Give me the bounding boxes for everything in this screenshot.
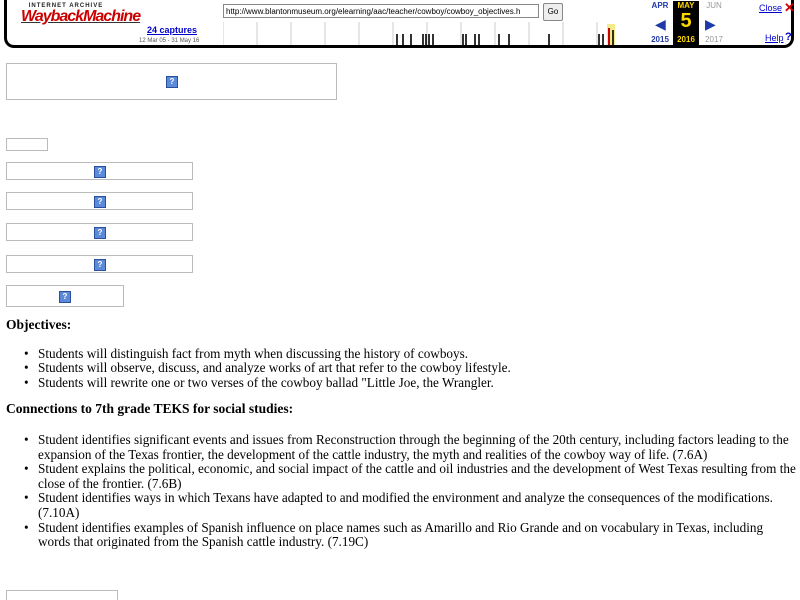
- broken-image-icon: ?: [94, 227, 106, 239]
- nav-image-placeholder-1[interactable]: [6, 162, 193, 180]
- nav-image-placeholder-5[interactable]: [6, 285, 124, 307]
- next-year-link[interactable]: 2017: [705, 35, 723, 44]
- nav-image-placeholder-2[interactable]: [6, 192, 193, 210]
- current-year: 2016: [677, 35, 695, 44]
- current-month: MAY: [673, 1, 699, 46]
- main-content: [6, 318, 796, 550]
- small-image-placeholder: [6, 138, 48, 151]
- list-item: • Student identifies significant events and issues from Reconstruction through the beginning of the 20th century, including factors leading to the expansion of the Texas frontier, the development of the cattle industry, the myth and realities of the cowboy way of life. (7.6A): [24, 433, 796, 462]
- broken-image-icon: ?: [94, 166, 106, 178]
- next-month-link[interactable]: JUN: [706, 1, 722, 10]
- list-item: • Students will observe, discuss, and analyze works of art that refer to the cowboy lifestyle.: [24, 361, 796, 376]
- list-item: • Student explains the political, economic, and social impact of the cattle and oil industries and the development of West Texas resulting from the close of the frontier. (7.6B): [24, 462, 796, 491]
- help-link[interactable]: Help: [765, 33, 784, 43]
- nav-image-placeholder-4[interactable]: [6, 255, 193, 273]
- objectives-heading: Objectives:: [6, 317, 72, 332]
- broken-image-icon: ?: [59, 291, 71, 303]
- list-item: • Student identifies examples of Spanish influence on place names such as Amarillo and Rio Grande and on vocabulary in Texas, including words that originated from the Spanish cattle industry. (7.19C): [24, 521, 796, 550]
- help-icon[interactable]: ?: [785, 31, 792, 43]
- current-day: 5: [680, 10, 692, 32]
- list-item: • Students will rewrite one or two verses of the cowboy ballad "Little Joe, the Wrangler.: [24, 376, 796, 391]
- nav-image-placeholder-3[interactable]: [6, 223, 193, 241]
- close-link[interactable]: Close: [759, 3, 783, 13]
- footer-image-placeholder: [6, 590, 118, 600]
- broken-image-icon: ?: [94, 259, 106, 271]
- broken-image-icon: ?: [94, 196, 106, 208]
- next-arrow-icon[interactable]: ▶: [705, 16, 716, 32]
- prev-month-link[interactable]: APR: [651, 1, 669, 10]
- broken-image-icon: ?: [166, 76, 178, 88]
- close-icon[interactable]: ✕: [784, 0, 795, 15]
- captures-range: 12 Mar 05 - 31 May 16: [139, 38, 200, 44]
- go-button[interactable]: Go: [543, 3, 563, 21]
- wayback-toolbar: [4, 0, 794, 48]
- capture-sparkline[interactable]: [223, 22, 629, 45]
- logo-wayback-machine: WaybackMachine: [21, 8, 141, 25]
- calendar-nav: [647, 0, 727, 46]
- teks-heading: Connections to 7th grade TEKS for social studies:: [6, 401, 294, 417]
- header-image-placeholder: [6, 63, 337, 100]
- captures-link[interactable]: 24 captures: [147, 25, 198, 35]
- logo-internet-archive: INTERNET ARCHIVE: [28, 3, 104, 9]
- url-input[interactable]: http://www.blantonmuseum.org/elearning/aac/teacher/cowboy/cowboy_objectives.h: [223, 4, 539, 18]
- list-item: • Students will distinguish fact from myth when discussing the history of cowboys.: [24, 347, 796, 362]
- list-item: • Student identifies ways in which Texans have adapted to and modified the environment and analyze the consequences of the modifications. (7.10A): [24, 491, 796, 520]
- objectives-list: [6, 347, 796, 391]
- teks-list: [6, 433, 796, 550]
- wayback-logo[interactable]: [21, 3, 141, 25]
- prev-arrow-icon[interactable]: ◀: [655, 16, 666, 32]
- prev-year-link[interactable]: 2015: [651, 35, 669, 44]
